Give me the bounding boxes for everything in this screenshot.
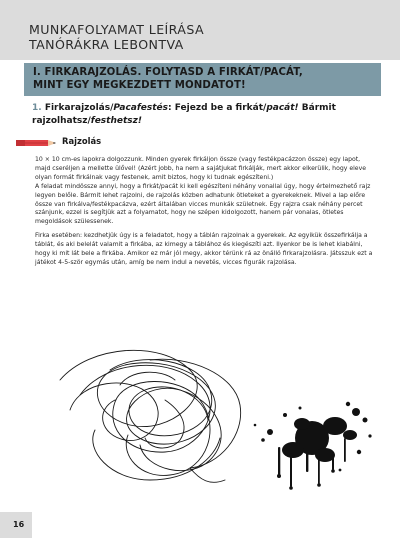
task-text-1: Firkarajzolás/ bbox=[41, 103, 114, 113]
paragraph-3: Firka esetében: kezdhetjük úgy is a feladatot, hogy a táblán rajzolnak a gyerekek. Az egyikük összefirkálja a táblát, és aki belelát valamit a firkába, az kimegy a táblához és kiegészíti azt. Ilyenkor be is lehet kiabálni, hogy ki mit lát bele a firkába. Amikor ez már jól megy, akkor térünk rá az önálló firkarajzolásra. Játsszuk ezt a játékot 4-5-ször egymás után, amíg be nem indul a nevetés, vicces figurák rajzolása. bbox=[35, 232, 373, 266]
chapter-title-line-1: MUNKAFOLYAMAT LEÍRÁSA bbox=[29, 22, 204, 37]
chapter-title bbox=[29, 22, 204, 52]
task-text-2: Pacafestés bbox=[113, 103, 169, 113]
paragraph-1: 10 × 10 cm-es lapokra dolgozzunk. Minden gyerek firkáljon össze (vagy festékpacázzon össze) egy lapot, majd cseréljen a mellette ülővel! (Azért jobb, ha nem a sajátjukat firkálják, mert akkor elkerülik, hogy eleve olyan formát firkálnak vagy festenek, amit biztos, hogy ki tudnak egészíteni.) bbox=[35, 156, 366, 181]
body-text bbox=[35, 156, 375, 268]
section-title-line-1: I. FIRKARAJZOLÁS. FOLYTASD A FIRKÁT/PACÁT, bbox=[33, 67, 303, 78]
page-header bbox=[0, 0, 400, 60]
activity-label: Rajzolás bbox=[62, 136, 102, 146]
task-number: 1. bbox=[32, 103, 42, 113]
page-number: 16 bbox=[13, 520, 25, 529]
task-text-3: : Fejezd be a firkát/ bbox=[168, 103, 267, 113]
task-text-6: festhetsz! bbox=[90, 115, 142, 126]
task-text-5: Bármit rajzolhatsz/ bbox=[32, 103, 336, 126]
scribble-and-ink-blot-illustration bbox=[50, 340, 380, 490]
section-title-line-2: MINT EGY MEGKEZDETT MONDATOT! bbox=[33, 79, 246, 91]
page-number-box bbox=[0, 512, 32, 538]
section-heading bbox=[24, 63, 381, 96]
chapter-title-line-2: TANÓRÁKRA LEBONTVA bbox=[29, 37, 184, 52]
task-instruction bbox=[32, 102, 372, 127]
paragraph-2: A feladat mindössze annyi, hogy a firkát/pacát ki kell egészíteni néhány vonallal úgy, hogy értelmezhető rajz legyen belőle. Bármit lehet rajzolni, de rajzolás közben adhatunk ötleteket a gyerekeknek. Mivel a lap előre össze van firkálva/festékpacázva, ezért általában vicces munkák születnek. Egy rajzra csak néhány percet szánjunk, ezzel is segítjük azt a folyamatot, hogy ne szépen kidolgozott, hanem pár vonalas, ötletes megoldások szülessenek. bbox=[35, 182, 371, 226]
task-text-4: pacát! bbox=[266, 103, 299, 113]
ink-blot bbox=[254, 402, 372, 490]
pencil-icon bbox=[16, 137, 58, 149]
scribble-drawing bbox=[60, 350, 241, 482]
